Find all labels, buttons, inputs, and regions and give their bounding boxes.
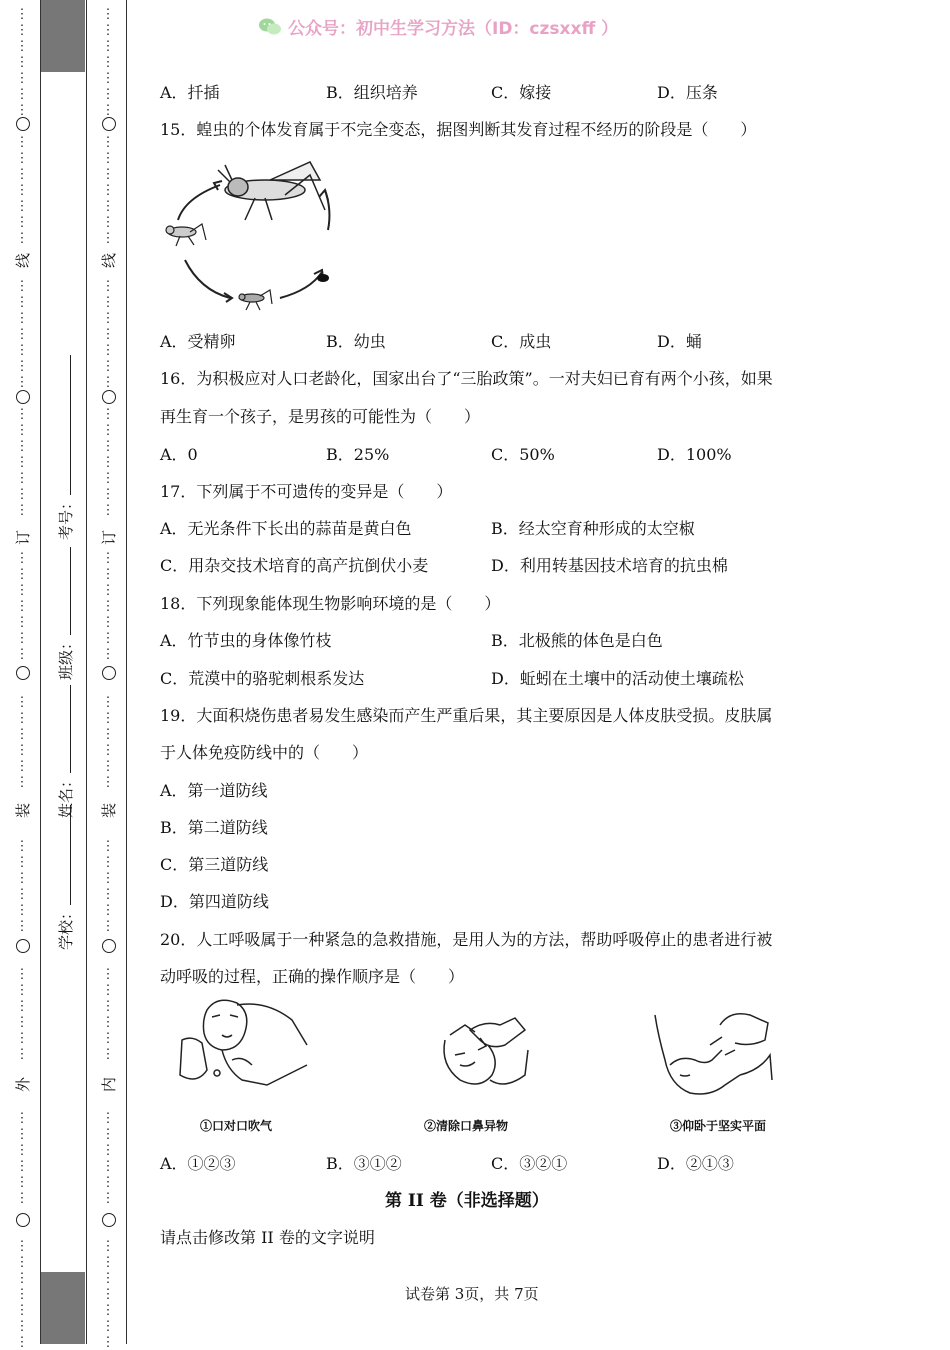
inner-dot: ⋮ (101, 1319, 115, 1334)
q17-option-b: B．经太空育种形成的太空椒 (491, 519, 695, 538)
outer-char-ding: 订 (14, 529, 33, 546)
wechat-icon (258, 17, 282, 42)
q19-option-c: C．第三道防线 (160, 855, 269, 874)
q16-stem-line1: 16．为积极应对人口老龄化，国家出台了“三胎政策”。一对夫妇已育有两个小孩，如果 (160, 369, 773, 388)
inner-dot: ⋮ (101, 151, 115, 166)
inner-dot: ⋮ (101, 1271, 115, 1286)
inner-char-zhuang: 装 (100, 802, 119, 819)
q18-option-a: A．竹节虫的身体像竹枝 (160, 631, 332, 650)
q17-option-c: C．用杂交技术培育的高产抗倒伏小麦 (160, 556, 429, 575)
outer-dot: ⋮ (15, 71, 29, 86)
outer-dot: ⋮ (15, 967, 29, 982)
inner-dot: ⋮ (101, 615, 115, 630)
inner-dot: ⋮ (101, 103, 115, 118)
outer-dot: ⋮ (15, 887, 29, 902)
inner-char-nei: 内 (100, 1076, 119, 1093)
inner-dot: ⋮ (101, 999, 115, 1014)
inner-dot: ⋮ (101, 279, 115, 294)
supine-position-figure (650, 1005, 775, 1109)
q19-option-b: B．第二道防线 (160, 818, 268, 837)
outer-dot: ⋮ (15, 1303, 29, 1318)
outer-dot: ⋮ (15, 375, 29, 390)
inner-dot: ⋮ (101, 503, 115, 518)
inner-char-ding: 订 (100, 529, 119, 546)
inner-dot: ⋮ (101, 487, 115, 502)
inner-circle (102, 117, 116, 131)
outer-dot: ⋮ (15, 455, 29, 470)
q17-option-a: A．无光条件下长出的蒜苗是黄白色 (160, 519, 412, 538)
q19-option-a: A．第一道防线 (160, 781, 268, 800)
caption-2: ②清除口鼻异物 (424, 1119, 509, 1133)
inner-dot: ⋮ (101, 759, 115, 774)
outer-dot: ⋮ (15, 39, 29, 54)
outer-dot: ⋮ (15, 1239, 29, 1254)
inner-dot: ⋮ (101, 1111, 115, 1126)
gray-block-bottom (41, 1272, 85, 1344)
outer-dot: ⋮ (15, 87, 29, 102)
outer-char-zhuang: 装 (14, 802, 33, 819)
outer-dot: ⋮ (15, 135, 29, 150)
q20-option-c: C．③②① (491, 1154, 568, 1173)
outer-dot: ⋮ (15, 183, 29, 198)
outer-dot: ⋮ (15, 487, 29, 502)
inner-dot: ⋮ (101, 87, 115, 102)
option-b: B．组织培养 (326, 83, 418, 102)
inner-dot: ⋮ (101, 7, 115, 22)
inner-dot: ⋮ (101, 167, 115, 182)
inner-dot: ⋮ (101, 1159, 115, 1174)
inner-dot: ⋮ (101, 1015, 115, 1030)
outer-dot: ⋮ (15, 615, 29, 630)
q20-option-a: A．①②③ (160, 1154, 236, 1173)
inner-dot: ⋮ (101, 551, 115, 566)
outer-dot: ⋮ (15, 551, 29, 566)
outer-dot: ⋮ (15, 727, 29, 742)
outer-dot: ⋮ (15, 871, 29, 886)
outer-char-xian: 线 (14, 252, 33, 269)
outer-dot: ⋮ (15, 1015, 29, 1030)
inner-dot: ⋮ (101, 1255, 115, 1270)
inner-dot: ⋮ (101, 711, 115, 726)
outer-dot: ⋮ (15, 1319, 29, 1334)
q16-option-c: C．50% (491, 445, 555, 464)
outer-dot: ⋮ (15, 1255, 29, 1270)
class-field[interactable]: 班级： (55, 547, 76, 680)
q20-option-b: B．③①② (326, 1154, 402, 1173)
name-field[interactable]: 姓名： (55, 685, 76, 818)
q17-stem: 17．下列属于不可遗传的变异是（ ） (160, 482, 453, 501)
outer-dot: ⋮ (15, 1287, 29, 1302)
inner-dot: ⋮ (101, 23, 115, 38)
caption-3: ③仰卧于坚实平面 (670, 1119, 767, 1133)
inner-dot: ⋮ (101, 647, 115, 662)
inner-dot: ⋮ (101, 1335, 115, 1350)
inner-dot: ⋮ (101, 455, 115, 470)
binding-strip (0, 0, 130, 1350)
q15-option-d: D．蛹 (657, 332, 702, 351)
outer-dot: ⋮ (15, 567, 29, 582)
outer-dot: ⋮ (15, 743, 29, 758)
inner-circle (102, 390, 116, 404)
mouth-to-mouth-figure (172, 995, 312, 1104)
inner-dot: ⋮ (101, 583, 115, 598)
option-c: C．嫁接 (491, 83, 552, 102)
school-field[interactable]: 学校： (55, 805, 76, 950)
outer-dot: ⋮ (15, 439, 29, 454)
inner-circle (102, 1213, 116, 1227)
inner-dot: ⋮ (101, 1143, 115, 1158)
outer-dot: ⋮ (15, 1271, 29, 1286)
outer-dot: ⋮ (15, 471, 29, 486)
outer-dot: ⋮ (15, 1031, 29, 1046)
outer-dot: ⋮ (15, 7, 29, 22)
outer-dot: ⋮ (15, 23, 29, 38)
outer-dot: ⋮ (15, 55, 29, 70)
q15-stem: 15．蝗虫的个体发育属于不完全变态，据图判断其发育过程不经历的阶段是（ ） (160, 120, 757, 139)
inner-dot: ⋮ (101, 183, 115, 198)
inner-dot: ⋮ (101, 967, 115, 982)
inner-circle (102, 939, 116, 953)
inner-dot: ⋮ (101, 599, 115, 614)
inner-dot: ⋮ (101, 775, 115, 790)
q15-option-a: A．受精卵 (160, 332, 236, 351)
outer-circle (16, 390, 30, 404)
inner-dot: ⋮ (101, 1191, 115, 1206)
inner-dot: ⋮ (101, 215, 115, 230)
outer-dot: ⋮ (15, 1175, 29, 1190)
exam-number-field[interactable]: 考号： (55, 355, 76, 540)
outer-dot: ⋮ (15, 1047, 29, 1062)
inner-dot: ⋮ (101, 919, 115, 934)
inner-dot: ⋮ (101, 375, 115, 390)
outer-dot: ⋮ (15, 1191, 29, 1206)
outer-dot: ⋮ (15, 711, 29, 726)
inner-dot: ⋮ (101, 295, 115, 310)
inner-dot: ⋮ (101, 855, 115, 870)
inner-dot: ⋮ (101, 55, 115, 70)
q18-stem: 18．下列现象能体现生物影响环境的是（ ） (160, 594, 501, 613)
q15-option-c: C．成虫 (491, 332, 552, 351)
outer-dot: ⋮ (15, 231, 29, 246)
inner-dot: ⋮ (101, 695, 115, 710)
inner-dot: ⋮ (101, 1287, 115, 1302)
inner-dot: ⋮ (101, 471, 115, 486)
gray-block-top (41, 0, 85, 72)
outer-dot: ⋮ (15, 103, 29, 118)
option-a: A．扦插 (160, 83, 220, 102)
inner-circle (102, 666, 116, 680)
q15-option-b: B．幼虫 (326, 332, 386, 351)
inner-dot: ⋮ (101, 983, 115, 998)
outer-dot: ⋮ (15, 1143, 29, 1158)
inner-dot: ⋮ (101, 1239, 115, 1254)
outer-dot: ⋮ (15, 919, 29, 934)
outer-dot: ⋮ (15, 599, 29, 614)
outer-dot: ⋮ (15, 983, 29, 998)
inner-dot: ⋮ (101, 839, 115, 854)
q19-stem-line2: 于人体免疫防线中的（ ） (160, 743, 369, 762)
q20-stem-line1: 20．人工呼吸属于一种紧急的急救措施，是用人为的方法，帮助呼吸停止的患者进行被 (160, 930, 773, 949)
inner-dot: ⋮ (101, 39, 115, 54)
q16-option-d: D．100% (657, 445, 732, 464)
outer-dot: ⋮ (15, 199, 29, 214)
outer-dot: ⋮ (15, 839, 29, 854)
outer-dot: ⋮ (15, 583, 29, 598)
inner-dot: ⋮ (101, 71, 115, 86)
section-note[interactable]: 请点击修改第 II 卷的文字说明 (160, 1228, 375, 1247)
inner-dot: ⋮ (101, 631, 115, 646)
inner-dot: ⋮ (101, 727, 115, 742)
q20-stem-line2: 动呼吸的过程，正确的操作顺序是（ ） (160, 967, 465, 986)
outer-dot: ⋮ (15, 407, 29, 422)
outer-dot: ⋮ (15, 1127, 29, 1142)
outer-dot: ⋮ (15, 1335, 29, 1350)
inner-dot: ⋮ (101, 135, 115, 150)
inner-dot: ⋮ (101, 199, 115, 214)
q19-option-d: D．第四道防线 (160, 892, 269, 911)
q18-option-c: C．荒漠中的骆驼刺根系发达 (160, 669, 365, 688)
outer-circle (16, 666, 30, 680)
inner-dot: ⋮ (101, 439, 115, 454)
outer-dot: ⋮ (15, 151, 29, 166)
outer-dot: ⋮ (15, 1159, 29, 1174)
clear-airway-figure (430, 1010, 530, 1099)
option-d: D．压条 (657, 83, 718, 102)
inner-dot: ⋮ (101, 743, 115, 758)
q18-option-b: B．北极熊的体色是白色 (491, 631, 663, 650)
grasshopper-lifecycle-figure (160, 150, 340, 322)
inner-dot: ⋮ (101, 311, 115, 326)
inner-dot: ⋮ (101, 407, 115, 422)
section-title: 第 II 卷（非选择题） (385, 1191, 549, 1211)
inner-dot: ⋮ (101, 1031, 115, 1046)
outer-char-wai: 外 (14, 1076, 33, 1093)
inner-dot: ⋮ (101, 1175, 115, 1190)
outer-dot: ⋮ (15, 759, 29, 774)
inner-dot: ⋮ (101, 1303, 115, 1318)
inner-dot: ⋮ (101, 359, 115, 374)
inner-dot: ⋮ (101, 871, 115, 886)
inner-char-xian: 线 (100, 252, 119, 269)
outer-dot: ⋮ (15, 327, 29, 342)
outer-dot: ⋮ (15, 359, 29, 374)
q18-option-d: D．蚯蚓在土壤中的活动使土壤疏松 (491, 669, 744, 688)
inner-dot: ⋮ (101, 1127, 115, 1142)
inner-dot: ⋮ (101, 327, 115, 342)
inner-dot: ⋮ (101, 231, 115, 246)
outer-circle (16, 1213, 30, 1227)
outer-dot: ⋮ (15, 903, 29, 918)
outer-circle (16, 939, 30, 953)
outer-dot: ⋮ (15, 503, 29, 518)
outer-dot: ⋮ (15, 1111, 29, 1126)
q16-stem-line2: 再生育一个孩子，是男孩的可能性为（ ） (160, 407, 481, 426)
outer-dot: ⋮ (15, 775, 29, 790)
q16-option-a: A．0 (160, 445, 198, 464)
q17-option-d: D．利用转基因技术培育的抗虫棉 (491, 556, 728, 575)
outer-circle (16, 117, 30, 131)
inner-dot: ⋮ (101, 343, 115, 358)
inner-dot: ⋮ (101, 423, 115, 438)
outer-dot: ⋮ (15, 647, 29, 662)
outer-dot: ⋮ (15, 423, 29, 438)
page-footer: 试卷第 3页，共 7页 (405, 1285, 539, 1303)
inner-dot: ⋮ (101, 567, 115, 582)
outer-dot: ⋮ (15, 695, 29, 710)
inner-dot: ⋮ (101, 887, 115, 902)
watermark: 公众号：初中生学习方法（ID：czsxxff ） (258, 14, 618, 42)
q19-stem-line1: 19．大面积烧伤患者易发生感染而产生严重后果，其主要原因是人体皮肤受损。皮肤属 (160, 706, 773, 725)
inner-dot: ⋮ (101, 903, 115, 918)
outer-dot: ⋮ (15, 999, 29, 1014)
outer-dot: ⋮ (15, 631, 29, 646)
outer-dot: ⋮ (15, 343, 29, 358)
q16-option-b: B．25% (326, 445, 390, 464)
outer-dot: ⋮ (15, 215, 29, 230)
q20-option-d: D．②①③ (657, 1154, 734, 1173)
outer-dot: ⋮ (15, 167, 29, 182)
inner-dot: ⋮ (101, 1047, 115, 1062)
caption-1: ①口对口吹气 (200, 1119, 273, 1133)
outer-dot: ⋮ (15, 311, 29, 326)
outer-dot: ⋮ (15, 279, 29, 294)
outer-dot: ⋮ (15, 295, 29, 310)
outer-dot: ⋮ (15, 855, 29, 870)
